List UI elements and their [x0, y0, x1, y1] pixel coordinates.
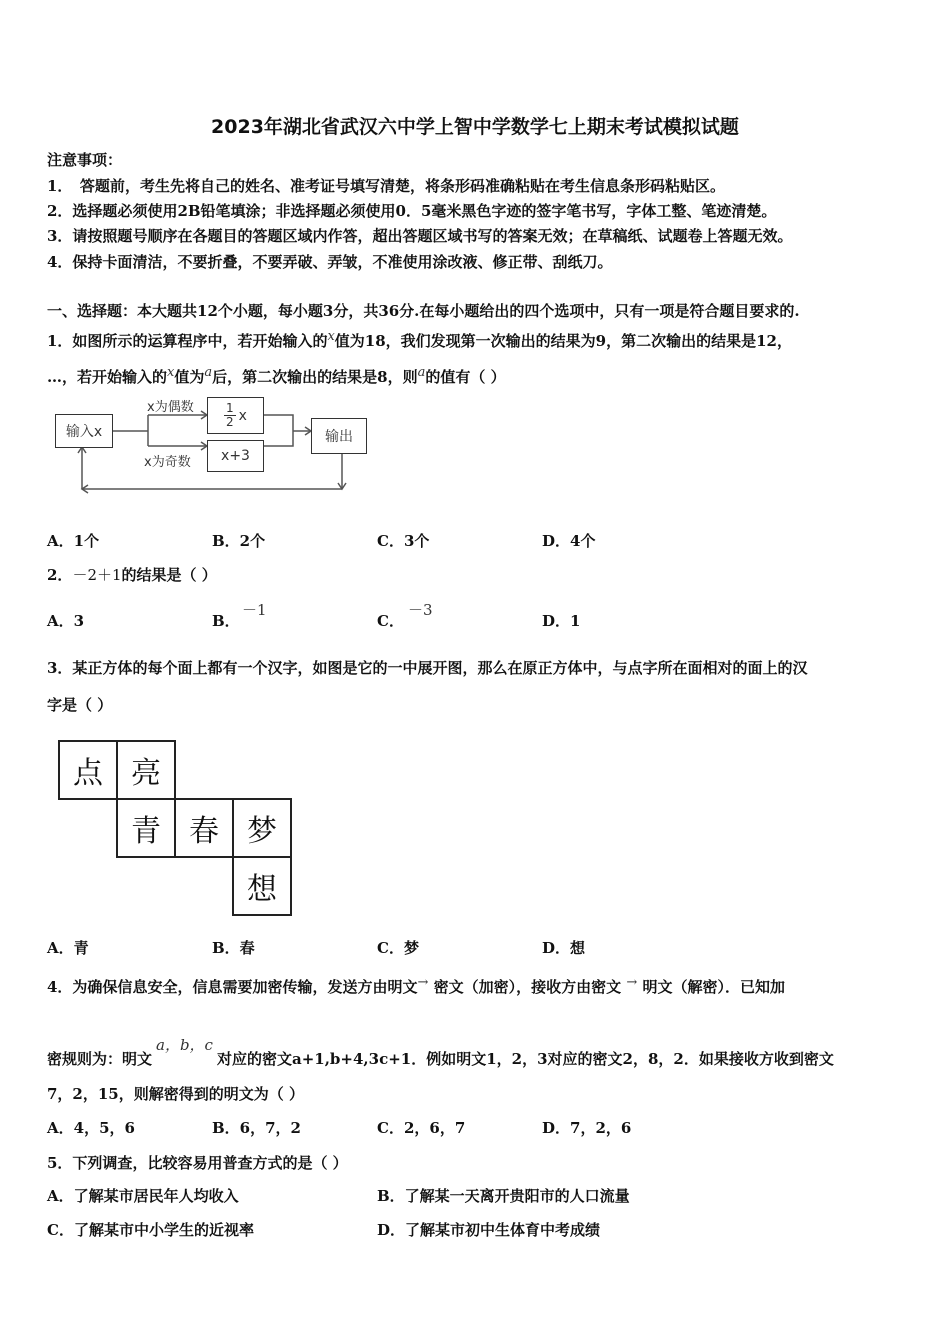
- var-a: a: [204, 365, 213, 380]
- q4-option-a[interactable]: A．4，5，6: [47, 1119, 135, 1137]
- text: 对应的密文a+1,b+4,3c+1．例如明文1，2，3对应的密文2，8，2．如果接收方收到密文: [216, 1050, 834, 1068]
- var-x: x: [327, 329, 335, 344]
- q4-stem-line3: 7，2，15，则解密得到的明文为（ ）: [47, 1085, 304, 1103]
- text: 1．如图所示的运算程序中，若开始输入的: [47, 332, 328, 350]
- plus3-box: x+3: [207, 440, 264, 472]
- flowchart-lines: [0, 0, 950, 520]
- q3-option-a[interactable]: A．青: [47, 939, 89, 957]
- cube-face: 点: [58, 740, 118, 800]
- text: 4．为确保信息安全，信息需要加密传输，发送方由明文: [47, 978, 418, 996]
- q4-stem-line2: [47, 1035, 834, 1069]
- q2-number: 2．: [47, 566, 73, 584]
- output-box: 输出: [311, 418, 367, 454]
- q4-option-c[interactable]: C．2，6，7: [377, 1119, 466, 1137]
- q5-option-d[interactable]: D．了解某市初中生体育中考成绩: [377, 1221, 601, 1239]
- half-x-box: [207, 397, 264, 434]
- q4-option-d[interactable]: D．7，2，6: [542, 1119, 632, 1137]
- notice-item: 2．选择题必须使用2B铅笔填涂；非选择题必须使用0．5毫米黑色字迹的签字笔书写，字体工整、笔迹清楚。: [47, 202, 777, 220]
- q1-option-a[interactable]: A．1个: [47, 532, 100, 550]
- q1-option-b[interactable]: B．2个: [212, 532, 266, 550]
- text: …，若开始输入的: [47, 368, 168, 386]
- fraction: [224, 402, 236, 429]
- q3-option-c[interactable]: C．梦: [377, 939, 419, 957]
- q2-option-b-value: －1: [242, 601, 267, 619]
- denominator: 2: [226, 415, 234, 429]
- q2-option-c-value: －3: [408, 601, 433, 619]
- text: 值为18，我们发现第一次输出的结果为9，第二次输出的结果是12，: [334, 332, 792, 350]
- var: x: [238, 407, 247, 424]
- notice-item: 1． 答题前，考生先将自己的姓名、准考证号填写清楚，将条形码准确粘贴在考生信息条形码粘贴区。: [47, 177, 725, 195]
- cube-face: 亮: [116, 740, 176, 800]
- q2-option-d[interactable]: D．1: [542, 612, 581, 630]
- arrow-icon: →: [626, 975, 638, 990]
- q2-option-b[interactable]: B．: [212, 612, 240, 630]
- page-title: 2023年湖北省武汉六中学上智中学数学七上期末考试模拟试题: [211, 116, 739, 138]
- vars: a，b，c: [156, 1036, 213, 1054]
- notice-item: 4．保持卡面清洁，不要折叠，不要弄破、弄皱，不准使用涂改液、修正带、刮纸刀。: [47, 253, 613, 271]
- text: 密文（加密），接收方由密文: [433, 978, 622, 996]
- var-x: x: [167, 365, 175, 380]
- q3-stem-line2: 字是（ ）: [47, 696, 113, 714]
- q4-option-b[interactable]: B．6，7，2: [212, 1119, 301, 1137]
- even-label: x为偶数: [147, 400, 194, 415]
- numerator: 1: [226, 401, 234, 415]
- var-a: a: [417, 365, 426, 380]
- cube-face: 青: [116, 798, 176, 858]
- q2-option-c[interactable]: C．: [377, 612, 404, 630]
- q5-option-b[interactable]: B．了解某一天离开贵阳市的人口流量: [377, 1187, 630, 1205]
- cube-face: 春: [174, 798, 234, 858]
- text: 明文（解密）．已知加: [642, 978, 785, 996]
- q3-option-b[interactable]: B．春: [212, 939, 255, 957]
- arrow-icon: →: [417, 975, 429, 990]
- text: 后，第二次输出的结果是8，则: [212, 368, 418, 386]
- input-box: 输入x: [55, 414, 113, 448]
- cube-face: 梦: [232, 798, 292, 858]
- q1-option-c[interactable]: C．3个: [377, 532, 430, 550]
- q5-option-c[interactable]: C．了解某市中小学生的近视率: [47, 1221, 254, 1239]
- q5-stem: 5．下列调查，比较容易用普查方式的是（ ）: [47, 1154, 348, 1172]
- q2-option-a[interactable]: A．3: [47, 612, 85, 630]
- cube-face: 想: [232, 856, 292, 916]
- text: 密规则为：明文: [47, 1050, 153, 1068]
- section-heading: 一、选择题：本大题共12个小题，每小题3分，共36分.在每小题给出的四个选项中，只有一项是符合题目要求的.: [47, 302, 800, 320]
- text: 的值有（ ）: [425, 368, 506, 386]
- notice-item: 3．请按照题号顺序在各题目的答题区域内作答，超出答题区域书写的答案无效；在草稿纸、试题卷上答题无效。: [47, 227, 793, 245]
- q3-option-d[interactable]: D．想: [542, 939, 586, 957]
- odd-label: x为奇数: [144, 455, 191, 470]
- q2-stem: [47, 565, 217, 585]
- notice-heading: 注意事项：: [47, 151, 123, 169]
- text: 值为: [174, 368, 205, 386]
- q1-option-d[interactable]: D．4个: [542, 532, 596, 550]
- expression: －2＋1: [72, 566, 122, 584]
- q3-stem-line1: 3．某正方体的每个面上都有一个汉字，如图是它的一中展开图，那么在原正方体中，与点字所在面相对的面上的汉: [47, 659, 808, 677]
- q4-stem-line1: [47, 973, 785, 997]
- q5-option-a[interactable]: A．了解某市居民年人均收入: [47, 1187, 239, 1205]
- text: 的结果是（ ）: [121, 566, 217, 584]
